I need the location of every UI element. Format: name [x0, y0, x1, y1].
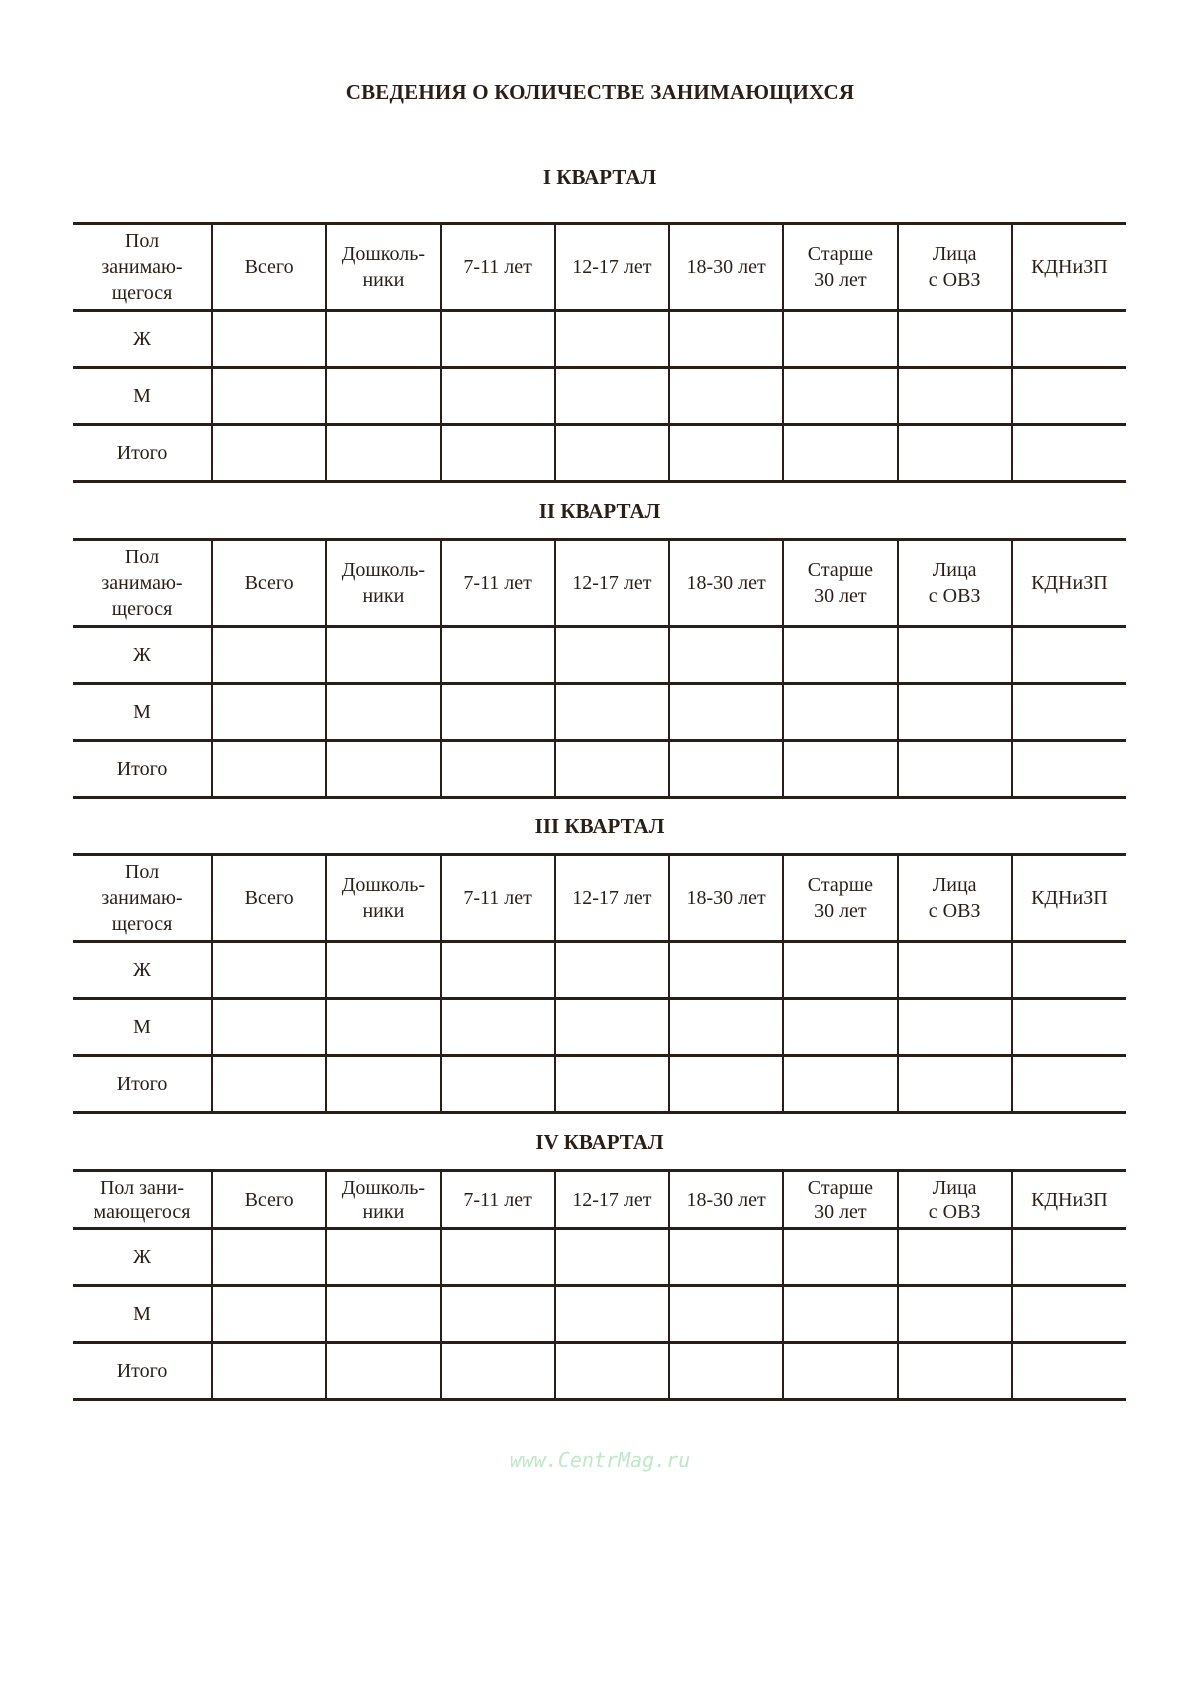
table-cell[interactable]: [555, 942, 669, 999]
table-cell[interactable]: [1012, 1229, 1126, 1286]
quarter-table: [73, 222, 1126, 483]
table-cell[interactable]: [898, 368, 1012, 425]
table-row: [73, 1343, 1126, 1400]
table-cell[interactable]: [441, 1286, 555, 1343]
quarter-heading: III КВАРТАЛ: [534, 814, 665, 838]
table-cell[interactable]: [783, 627, 897, 684]
row-label: Итого: [73, 425, 212, 482]
table-cell[interactable]: [669, 627, 783, 684]
table-row: [73, 999, 1126, 1056]
table-cell[interactable]: [783, 425, 897, 482]
table-cell[interactable]: [555, 1056, 669, 1113]
column-header: Дошколь- ники: [326, 540, 440, 627]
column-header: Старше 30 лет: [783, 540, 897, 627]
table-cell[interactable]: [212, 1286, 326, 1343]
table-cell[interactable]: [783, 942, 897, 999]
column-header: 12-17 лет: [555, 1171, 669, 1229]
table-cell[interactable]: [326, 1286, 440, 1343]
table-cell[interactable]: [212, 425, 326, 482]
quarter-table: [73, 853, 1126, 1114]
table-cell[interactable]: [898, 1229, 1012, 1286]
table-cell[interactable]: [898, 627, 1012, 684]
table-cell[interactable]: [1012, 425, 1126, 482]
table-cell[interactable]: [441, 999, 555, 1056]
column-header: КДНиЗП: [1012, 855, 1126, 942]
column-header: Всего: [212, 1171, 326, 1229]
table-cell[interactable]: [212, 368, 326, 425]
table-cell[interactable]: [669, 425, 783, 482]
table-cell[interactable]: [898, 425, 1012, 482]
table-header-row: [73, 224, 1126, 311]
table-cell[interactable]: [669, 684, 783, 741]
row-label: Ж: [73, 311, 212, 368]
table-cell[interactable]: [1012, 368, 1126, 425]
column-header: 12-17 лет: [555, 540, 669, 627]
table-row: [73, 741, 1126, 798]
table-row: [73, 425, 1126, 482]
table-cell[interactable]: [898, 741, 1012, 798]
table-cell[interactable]: [783, 1286, 897, 1343]
column-header: 18-30 лет: [669, 1171, 783, 1229]
column-header: Всего: [212, 224, 326, 311]
table-cell[interactable]: [326, 1056, 440, 1113]
table-cell[interactable]: [212, 684, 326, 741]
table-cell[interactable]: [441, 1056, 555, 1113]
column-header-sex: Пол зани- мающегося: [73, 1171, 212, 1229]
table-cell[interactable]: [555, 1286, 669, 1343]
table-cell[interactable]: [783, 1056, 897, 1113]
table-cell[interactable]: [441, 741, 555, 798]
table-row: [73, 684, 1126, 741]
row-label: Итого: [73, 1056, 212, 1113]
column-header: 18-30 лет: [669, 540, 783, 627]
row-label: М: [73, 999, 212, 1056]
column-header: КДНиЗП: [1012, 224, 1126, 311]
row-label: М: [73, 368, 212, 425]
column-header: 7-11 лет: [441, 855, 555, 942]
table-cell[interactable]: [898, 1343, 1012, 1400]
row-label: Ж: [73, 627, 212, 684]
table-cell[interactable]: [1012, 1343, 1126, 1400]
table-cell[interactable]: [326, 311, 440, 368]
table-cell[interactable]: [1012, 999, 1126, 1056]
column-header: Дошколь- ники: [326, 1171, 440, 1229]
column-header: Всего: [212, 855, 326, 942]
table-cell[interactable]: [669, 311, 783, 368]
table-cell[interactable]: [441, 942, 555, 999]
table-cell[interactable]: [669, 741, 783, 798]
table-cell[interactable]: [441, 425, 555, 482]
row-label: Итого: [73, 741, 212, 798]
column-header: Старше 30 лет: [783, 1171, 897, 1229]
table-cell[interactable]: [326, 942, 440, 999]
table-header-row: [73, 540, 1126, 627]
table-row: [73, 368, 1126, 425]
table-cell[interactable]: [898, 999, 1012, 1056]
table-cell[interactable]: [1012, 684, 1126, 741]
column-header-sex: Пол занимаю- щегося: [73, 540, 212, 627]
table-row: [73, 1056, 1126, 1113]
row-label: М: [73, 684, 212, 741]
table-cell[interactable]: [326, 741, 440, 798]
table-cell[interactable]: [326, 999, 440, 1056]
table-cell[interactable]: [212, 1343, 326, 1400]
table-cell[interactable]: [783, 1343, 897, 1400]
column-header: 18-30 лет: [669, 855, 783, 942]
table-row: [73, 627, 1126, 684]
table-cell[interactable]: [898, 684, 1012, 741]
table-cell[interactable]: [441, 684, 555, 741]
quarter-heading: II КВАРТАЛ: [538, 499, 661, 523]
column-header: 12-17 лет: [555, 855, 669, 942]
table-cell[interactable]: [212, 942, 326, 999]
table-cell[interactable]: [441, 311, 555, 368]
row-label: Ж: [73, 1229, 212, 1286]
column-header: 7-11 лет: [441, 540, 555, 627]
column-header: 12-17 лет: [555, 224, 669, 311]
table-cell[interactable]: [669, 1286, 783, 1343]
table-cell[interactable]: [555, 425, 669, 482]
table-row: [73, 311, 1126, 368]
table-cell[interactable]: [326, 684, 440, 741]
table-cell[interactable]: [783, 1229, 897, 1286]
table-cell[interactable]: [555, 1343, 669, 1400]
column-header: Лица с ОВЗ: [898, 540, 1012, 627]
table-cell[interactable]: [1012, 627, 1126, 684]
table-cell[interactable]: [555, 1229, 669, 1286]
table-cell[interactable]: [441, 1229, 555, 1286]
column-header: 7-11 лет: [441, 224, 555, 311]
column-header: Всего: [212, 540, 326, 627]
table-cell[interactable]: [555, 999, 669, 1056]
column-header: Дошколь- ники: [326, 224, 440, 311]
table-cell[interactable]: [783, 684, 897, 741]
table-cell[interactable]: [326, 1343, 440, 1400]
table-cell[interactable]: [783, 311, 897, 368]
table-header-row: [73, 1171, 1126, 1229]
table-cell[interactable]: [898, 1056, 1012, 1113]
table-cell[interactable]: [441, 368, 555, 425]
table-row: [73, 942, 1126, 999]
column-header: Старше 30 лет: [783, 224, 897, 311]
column-header: КДНиЗП: [1012, 1171, 1126, 1229]
table-cell[interactable]: [555, 368, 669, 425]
quarter-heading: IV КВАРТАЛ: [535, 1130, 664, 1154]
column-header-sex: Пол занимаю- щегося: [73, 224, 212, 311]
column-header: Лица с ОВЗ: [898, 224, 1012, 311]
column-header: Дошколь- ники: [326, 855, 440, 942]
table-cell[interactable]: [783, 368, 897, 425]
table-cell[interactable]: [783, 999, 897, 1056]
table-cell[interactable]: [212, 311, 326, 368]
table-cell[interactable]: [441, 627, 555, 684]
column-header: 7-11 лет: [441, 1171, 555, 1229]
table-cell[interactable]: [212, 627, 326, 684]
table-cell[interactable]: [669, 1229, 783, 1286]
table-cell[interactable]: [669, 1343, 783, 1400]
table-cell[interactable]: [326, 1229, 440, 1286]
column-header: 18-30 лет: [669, 224, 783, 311]
quarter-heading: I КВАРТАЛ: [542, 165, 657, 189]
column-header-sex: Пол занимаю- щегося: [73, 855, 212, 942]
watermark: www.CentrMag.ru: [509, 1448, 691, 1472]
table-cell[interactable]: [326, 368, 440, 425]
table-cell[interactable]: [555, 311, 669, 368]
row-label: М: [73, 1286, 212, 1343]
table-cell[interactable]: [1012, 1286, 1126, 1343]
table-cell[interactable]: [326, 627, 440, 684]
table-cell[interactable]: [441, 1343, 555, 1400]
table-row: [73, 1229, 1126, 1286]
table-cell[interactable]: [326, 425, 440, 482]
table-cell[interactable]: [212, 999, 326, 1056]
table-cell[interactable]: [898, 942, 1012, 999]
table-cell[interactable]: [212, 741, 326, 798]
column-header: Лица с ОВЗ: [898, 1171, 1012, 1229]
table-cell[interactable]: [669, 942, 783, 999]
table-header-row: [73, 855, 1126, 942]
table-cell[interactable]: [1012, 942, 1126, 999]
table-cell[interactable]: [212, 1056, 326, 1113]
table-cell[interactable]: [1012, 741, 1126, 798]
quarter-table: [73, 1169, 1126, 1401]
table-cell[interactable]: [212, 1229, 326, 1286]
table-cell[interactable]: [898, 1286, 1012, 1343]
table-cell[interactable]: [669, 999, 783, 1056]
table-cell[interactable]: [669, 368, 783, 425]
row-label: Ж: [73, 942, 212, 999]
table-cell[interactable]: [898, 311, 1012, 368]
table-cell[interactable]: [555, 627, 669, 684]
table-cell[interactable]: [669, 1056, 783, 1113]
table-row: [73, 1286, 1126, 1343]
row-label: Итого: [73, 1343, 212, 1400]
column-header: Лица с ОВЗ: [898, 855, 1012, 942]
document-title: СВЕДЕНИЯ О КОЛИЧЕСТВЕ ЗАНИМАЮЩИХСЯ: [345, 80, 855, 104]
table-cell[interactable]: [555, 741, 669, 798]
table-cell[interactable]: [783, 741, 897, 798]
column-header: КДНиЗП: [1012, 540, 1126, 627]
table-cell[interactable]: [1012, 1056, 1126, 1113]
table-cell[interactable]: [555, 684, 669, 741]
quarter-table: [73, 538, 1126, 799]
column-header: Старше 30 лет: [783, 855, 897, 942]
table-cell[interactable]: [1012, 311, 1126, 368]
